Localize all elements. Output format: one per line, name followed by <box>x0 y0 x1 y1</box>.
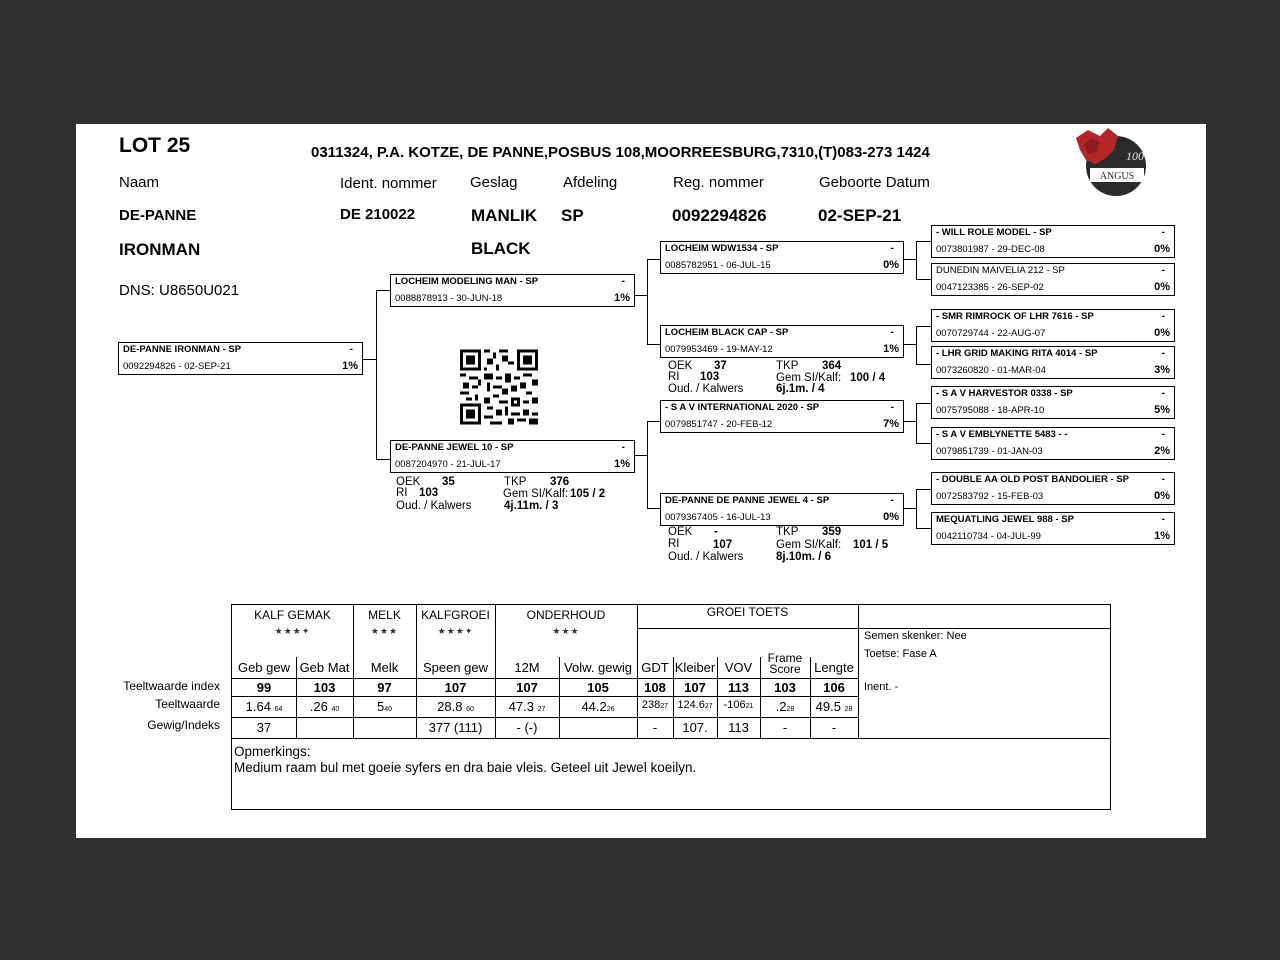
gewig-vov: 113 <box>728 720 749 735</box>
gem-label: Gem SI/Kalf: <box>503 488 569 500</box>
ebv-value: 1.64 <box>245 699 271 714</box>
connector <box>903 344 917 345</box>
pedigree-dam <box>390 440 635 473</box>
ebv-value: 47.3 <box>508 699 534 714</box>
gewig-12m: - (-) <box>516 720 538 735</box>
pedigree-name: - S A V EMBLYNETTE 5483 - - <box>936 429 1068 440</box>
ebv-accuracy: 26 <box>606 706 615 713</box>
ri-value: 103 <box>700 371 720 383</box>
gewig-gdt: - <box>652 720 658 735</box>
grid-line <box>858 605 859 738</box>
pedigree-reg: 0079367405 - 16-JUL-13 <box>665 512 771 523</box>
connector <box>903 259 917 260</box>
pedigree-name: LOCHEIM MODELING MAN - SP <box>395 276 539 287</box>
ebv-table <box>231 604 1111 810</box>
connector <box>376 459 390 460</box>
pedigree-ggp-4 <box>931 346 1175 379</box>
ebv-frame-score <box>760 699 810 714</box>
gewig-lengte: - <box>831 720 837 735</box>
oek-label: OEK <box>668 360 693 372</box>
tkp-value: 364 <box>822 360 842 372</box>
index-gdt: 108 <box>644 680 666 695</box>
pedigree-ggp-7 <box>931 472 1175 505</box>
ebv-accuracy: 27 <box>660 703 669 710</box>
connector <box>916 241 917 280</box>
pedigree-name: - LHR GRID MAKING RITA 4014 - SP <box>936 348 1098 359</box>
pedigree-dash: - <box>890 243 894 254</box>
connector <box>647 344 661 345</box>
row-label-teeltwaarde: Teeltwaarde <box>155 697 220 711</box>
connector <box>903 508 917 509</box>
pedigree-ggp-1 <box>931 225 1175 258</box>
connector <box>916 403 917 444</box>
pedigree-reg: 0079953469 - 19-MAY-12 <box>665 344 773 355</box>
lot-number: LOT 25 <box>119 134 191 157</box>
connector <box>916 326 931 327</box>
connector <box>647 421 661 422</box>
pedigree-dash: - <box>621 276 625 287</box>
ebv-value: -106 <box>723 699 746 711</box>
connector <box>916 279 931 280</box>
connector <box>916 528 931 529</box>
pedigree-dash: - <box>1161 514 1165 525</box>
pedigree-dam-dam <box>660 493 904 526</box>
oud-value: 8j.10m. / 6 <box>776 551 831 563</box>
remarks-label: Opmerkings: <box>234 744 311 759</box>
pedigree-dash: - <box>1161 265 1165 276</box>
ebv-gdt <box>637 699 673 711</box>
ebv-accuracy: 27 <box>537 706 546 713</box>
animal-name-line2: IRONMAN <box>119 240 201 259</box>
connector <box>376 290 390 291</box>
pedigree-pct: 1% <box>1154 530 1170 542</box>
stars-melk: ★★★ <box>370 626 399 636</box>
ebv-vov <box>717 699 760 711</box>
logo-badge: 100 <box>1126 149 1144 163</box>
col-frame-score: Frame Score <box>767 651 803 676</box>
index-geb-mat: 103 <box>313 680 336 695</box>
pedigree-sire-sire <box>660 241 904 274</box>
ebv-accuracy: 28 <box>786 706 795 713</box>
pedigree-pct: 1% <box>342 360 358 372</box>
pedigree-pct: 5% <box>1154 404 1170 416</box>
index-frame-score: 103 <box>774 680 796 695</box>
connector <box>634 455 648 456</box>
pedigree-ggp-2 <box>931 263 1175 296</box>
oud-label: Oud. / Kalwers <box>668 551 744 563</box>
connector <box>916 489 931 490</box>
pedigree-ggp-5 <box>931 386 1175 419</box>
pedigree-pct: 0% <box>1154 281 1170 293</box>
pedigree-pct: 2% <box>1154 445 1170 457</box>
index-12m: 107 <box>516 680 538 695</box>
connector <box>916 403 931 404</box>
colour-value: BLACK <box>471 239 531 258</box>
stars-kalfgroei: ★★★✦ <box>437 626 474 636</box>
pedigree-name: MEQUATLING JEWEL 988 - SP <box>936 514 1074 525</box>
col-geb-mat: Geb Mat <box>299 660 350 675</box>
connector <box>634 295 648 296</box>
grid-line <box>232 678 859 679</box>
sale-catalog-page <box>76 124 1206 838</box>
gem-value: 100 / 4 <box>850 372 886 384</box>
pedigree-ggp-3 <box>931 309 1175 342</box>
qr-code <box>460 349 538 425</box>
tkp-value: 359 <box>822 526 842 538</box>
oek-label: OEK <box>668 526 693 538</box>
ebv-value: 49.5 <box>815 699 841 714</box>
pedigree-name: DE-PANNE JEWEL 10 - SP <box>395 442 514 453</box>
ebv-value: 28.8 <box>437 699 463 714</box>
gewig-geb-gew: 37 <box>256 720 272 735</box>
connector <box>362 359 377 360</box>
group-kalf-gemak: KALF GEMAK <box>254 608 331 622</box>
ebv-value: 124.6 <box>677 699 705 711</box>
pedigree-dash: - <box>1161 429 1165 440</box>
connector <box>916 489 917 529</box>
semen-donor: Semen skenker: Nee <box>864 630 967 642</box>
pedigree-dash: - <box>1161 474 1165 485</box>
label-geslag: Geslag <box>470 174 518 191</box>
inoculation: Inent. - <box>864 681 899 693</box>
pedigree-reg: 0092294826 - 02-SEP-21 <box>123 361 231 372</box>
pedigree-reg: 0087204970 - 21-JUL-17 <box>395 459 501 470</box>
index-speen-gew: 107 <box>444 680 467 695</box>
gewig-frame-score: - <box>782 720 788 735</box>
col-kleiber: Kleiber <box>674 660 716 675</box>
pedigree-sire-dam <box>660 325 904 358</box>
ebv-accuracy: 28 <box>844 706 853 713</box>
col-geb-gew: Geb gew <box>237 660 291 675</box>
grid-line <box>232 696 859 697</box>
pedigree-pct: 3% <box>1154 364 1170 376</box>
col-12m: 12M <box>514 660 540 675</box>
oud-value: 4j.11m. / 3 <box>504 500 559 512</box>
group-melk: MELK <box>368 608 401 622</box>
ebv-value: .2 <box>775 699 787 714</box>
pedigree-dash: - <box>890 327 894 338</box>
gem-label: Gem SI/Kalf: <box>776 372 842 384</box>
row-label-index: Teeltwaarde index <box>123 679 220 693</box>
ri-label: RI <box>668 371 680 383</box>
pedigree-reg: 0073801987 - 29-DEC-08 <box>936 244 1045 255</box>
pedigree-reg: 0075795088 - 18-APR-10 <box>936 405 1045 416</box>
connector <box>916 443 931 444</box>
pedigree-pct: 0% <box>883 259 899 271</box>
ebv-accuracy: 21 <box>745 703 754 710</box>
ebv-value: 238 <box>641 699 661 711</box>
pedigree-name: - SMR RIMROCK OF LHR 7616 - SP <box>936 311 1094 322</box>
group-groei-toets: GROEI TOETS <box>706 605 789 619</box>
label-naam: Naam <box>119 174 160 191</box>
oek-value: - <box>714 526 718 538</box>
tkp-label: TKP <box>776 360 799 372</box>
label-afdeling: Afdeling <box>563 174 618 191</box>
ident-number: DE 210022 <box>340 206 416 223</box>
ebv-accuracy: 27 <box>704 703 713 710</box>
oud-value: 6j.1m. / 4 <box>776 383 825 395</box>
pedigree-dash: - <box>890 402 894 413</box>
pedigree-animal <box>118 342 363 375</box>
section-value: SP <box>561 206 584 225</box>
ebv-melk <box>353 699 416 714</box>
reg-number: 0092294826 <box>672 206 767 225</box>
label-ident: Ident. nommer <box>340 175 437 192</box>
pedigree-name: - S A V HARVESTOR 0338 - SP <box>936 388 1073 399</box>
pedigree-dash: - <box>890 495 894 506</box>
pedigree-name: DE-PANNE DE PANNE JEWEL 4 - SP <box>665 495 830 506</box>
pedigree-dam-sire <box>660 400 904 433</box>
connector <box>916 241 931 242</box>
pedigree-name: - WILL ROLE MODEL - SP <box>936 227 1052 238</box>
ebv-value: 5 <box>376 699 385 714</box>
grid-line <box>637 628 859 629</box>
oud-label: Oud. / Kalwers <box>396 500 472 512</box>
pedigree-pct: 0% <box>883 511 899 523</box>
animal-name-line1: DE-PANNE <box>119 207 197 224</box>
index-vov: 113 <box>728 680 749 695</box>
remarks-text: Medium raam bul met goeie syfers en dra baie vleis. Geteel uit Jewel koeilyn. <box>234 760 697 775</box>
ebv-speen-gew <box>416 699 495 714</box>
grid-line <box>858 628 1110 629</box>
connector <box>376 290 377 460</box>
owner-info: 0311324, P.A. KOTZE, DE PANNE,POSBUS 108,MOORREESBURG,7310,(T)083-273 1424 <box>311 144 930 161</box>
index-geb-gew: 99 <box>256 680 272 695</box>
pedigree-dash: - <box>1161 348 1165 359</box>
pedigree-pct: 1% <box>883 343 899 355</box>
ebv-value: .26 <box>309 699 328 714</box>
connector <box>916 326 917 365</box>
pedigree-ggp-6 <box>931 427 1175 460</box>
connector <box>647 421 648 509</box>
tkp-label: TKP <box>504 476 527 488</box>
gem-value: 105 / 2 <box>570 488 606 500</box>
oud-label: Oud. / Kalwers <box>668 383 744 395</box>
dna-number: DNS: U8650U021 <box>119 282 240 299</box>
gewig-speen-gew: 377 (111) <box>428 720 483 735</box>
pedigree-ggp-8 <box>931 512 1175 545</box>
row-label-gewig: Gewig/Indeks <box>147 718 220 732</box>
ri-label: RI <box>668 538 680 550</box>
ebv-volw-gewig <box>559 699 637 714</box>
pedigree-pct: 1% <box>614 458 630 470</box>
col-speen-gew: Speen gew <box>422 660 489 675</box>
ri-value: 107 <box>713 539 733 551</box>
logo-text: ANGUS <box>1099 171 1135 182</box>
connector <box>647 259 648 345</box>
ebv-value: 44.2 <box>581 699 607 714</box>
pedigree-dash: - <box>1161 388 1165 399</box>
pedigree-pct: 0% <box>1154 243 1170 255</box>
gem-value: 101 / 5 <box>853 539 889 551</box>
label-reg: Reg. nommer <box>673 174 764 191</box>
angus-logo <box>1070 124 1150 198</box>
group-kalfgroei: KALFGROEI <box>421 608 490 622</box>
ebv-accuracy: 60 <box>466 706 474 713</box>
pedigree-reg: 0072583792 - 15-FEB-03 <box>936 491 1044 502</box>
label-geboorte: Geboorte Datum <box>819 174 930 191</box>
pedigree-name: DE-PANNE IRONMAN - SP <box>123 344 242 355</box>
index-volw-gewig: 105 <box>587 680 609 695</box>
pedigree-name: - DOUBLE AA OLD POST BANDOLIER - SP <box>936 474 1129 485</box>
ebv-geb-mat <box>296 699 353 714</box>
index-lengte: 106 <box>823 680 845 695</box>
pedigree-reg: 0079851739 - 01-JAN-03 <box>936 446 1043 457</box>
pedigree-reg: 0079851747 - 20-FEB-12 <box>665 419 773 430</box>
gem-label: Gem SI/Kalf: <box>776 539 842 551</box>
ebv-geb-gew <box>232 699 296 714</box>
oek-value: 35 <box>442 476 455 488</box>
pedigree-reg: 0042110734 - 04-JUL-99 <box>936 531 1041 542</box>
grid-line <box>232 717 859 718</box>
pedigree-dash: - <box>349 344 353 355</box>
pedigree-reg: 0088878913 - 30-JUN-18 <box>395 293 503 304</box>
stars-kalf-gemak: ★★★✦ <box>274 626 311 636</box>
pedigree-name: LOCHEIM WDW1534 - SP <box>665 243 779 254</box>
sex-value: MANLIK <box>471 206 538 225</box>
ebv-accuracy: 40 <box>331 706 340 713</box>
pedigree-dash: - <box>621 442 625 453</box>
index-melk: 97 <box>377 680 392 695</box>
pedigree-reg: 0047123385 - 26-SEP-02 <box>936 282 1044 293</box>
pedigree-name: LOCHEIM BLACK CAP - SP <box>665 327 789 338</box>
pedigree-reg: 0073260820 - 01-MAR-04 <box>936 365 1046 376</box>
pedigree-pct: 1% <box>614 292 630 304</box>
col-melk: Melk <box>370 660 399 675</box>
ebv-12m <box>495 699 559 714</box>
connector <box>903 421 917 422</box>
oek-value: 37 <box>714 360 727 372</box>
pedigree-pct: 0% <box>1154 327 1170 339</box>
connector <box>647 259 661 260</box>
ri-value: 103 <box>419 487 439 499</box>
birth-date: 02-SEP-21 <box>818 206 902 225</box>
col-gdt: GDT <box>641 660 669 675</box>
pedigree-pct: 0% <box>1154 490 1170 502</box>
col-lengte: Lengte <box>814 660 854 675</box>
connector <box>916 364 931 365</box>
pedigree-dash: - <box>1161 227 1165 238</box>
pedigree-reg: 0085782951 - 06-JUL-15 <box>665 260 771 271</box>
pedigree-name: DUNEDIN MAIVELIA 212 - SP <box>936 265 1065 276</box>
ebv-lengte <box>810 699 858 714</box>
pedigree-reg: 0070729744 - 22-AUG-07 <box>936 328 1046 339</box>
col-vov: VOV <box>724 660 753 675</box>
gewig-kleiber: 107. <box>682 720 708 735</box>
oek-label: OEK <box>396 476 421 488</box>
pedigree-pct: 7% <box>883 418 899 430</box>
ri-label: RI <box>396 487 408 499</box>
ebv-accuracy: 64 <box>274 706 283 713</box>
tkp-label: TKP <box>776 526 799 538</box>
pedigree-dash: - <box>1161 311 1165 322</box>
connector <box>647 508 661 509</box>
ebv-accuracy: 40 <box>384 706 393 713</box>
tkp-value: 376 <box>550 476 570 488</box>
index-kleiber: 107 <box>684 680 706 695</box>
group-onderhoud: ONDERHOUD <box>526 608 606 622</box>
stars-onderhoud: ★★★ <box>552 626 580 636</box>
tests-phase: Toetse: Fase A <box>864 648 937 660</box>
pedigree-name: - S A V INTERNATIONAL 2020 - SP <box>665 402 820 413</box>
ebv-kleiber <box>673 699 717 711</box>
col-volw-gewig: Volw. gewig <box>564 660 632 675</box>
pedigree-sire <box>390 274 635 307</box>
grid-line <box>232 738 1110 739</box>
